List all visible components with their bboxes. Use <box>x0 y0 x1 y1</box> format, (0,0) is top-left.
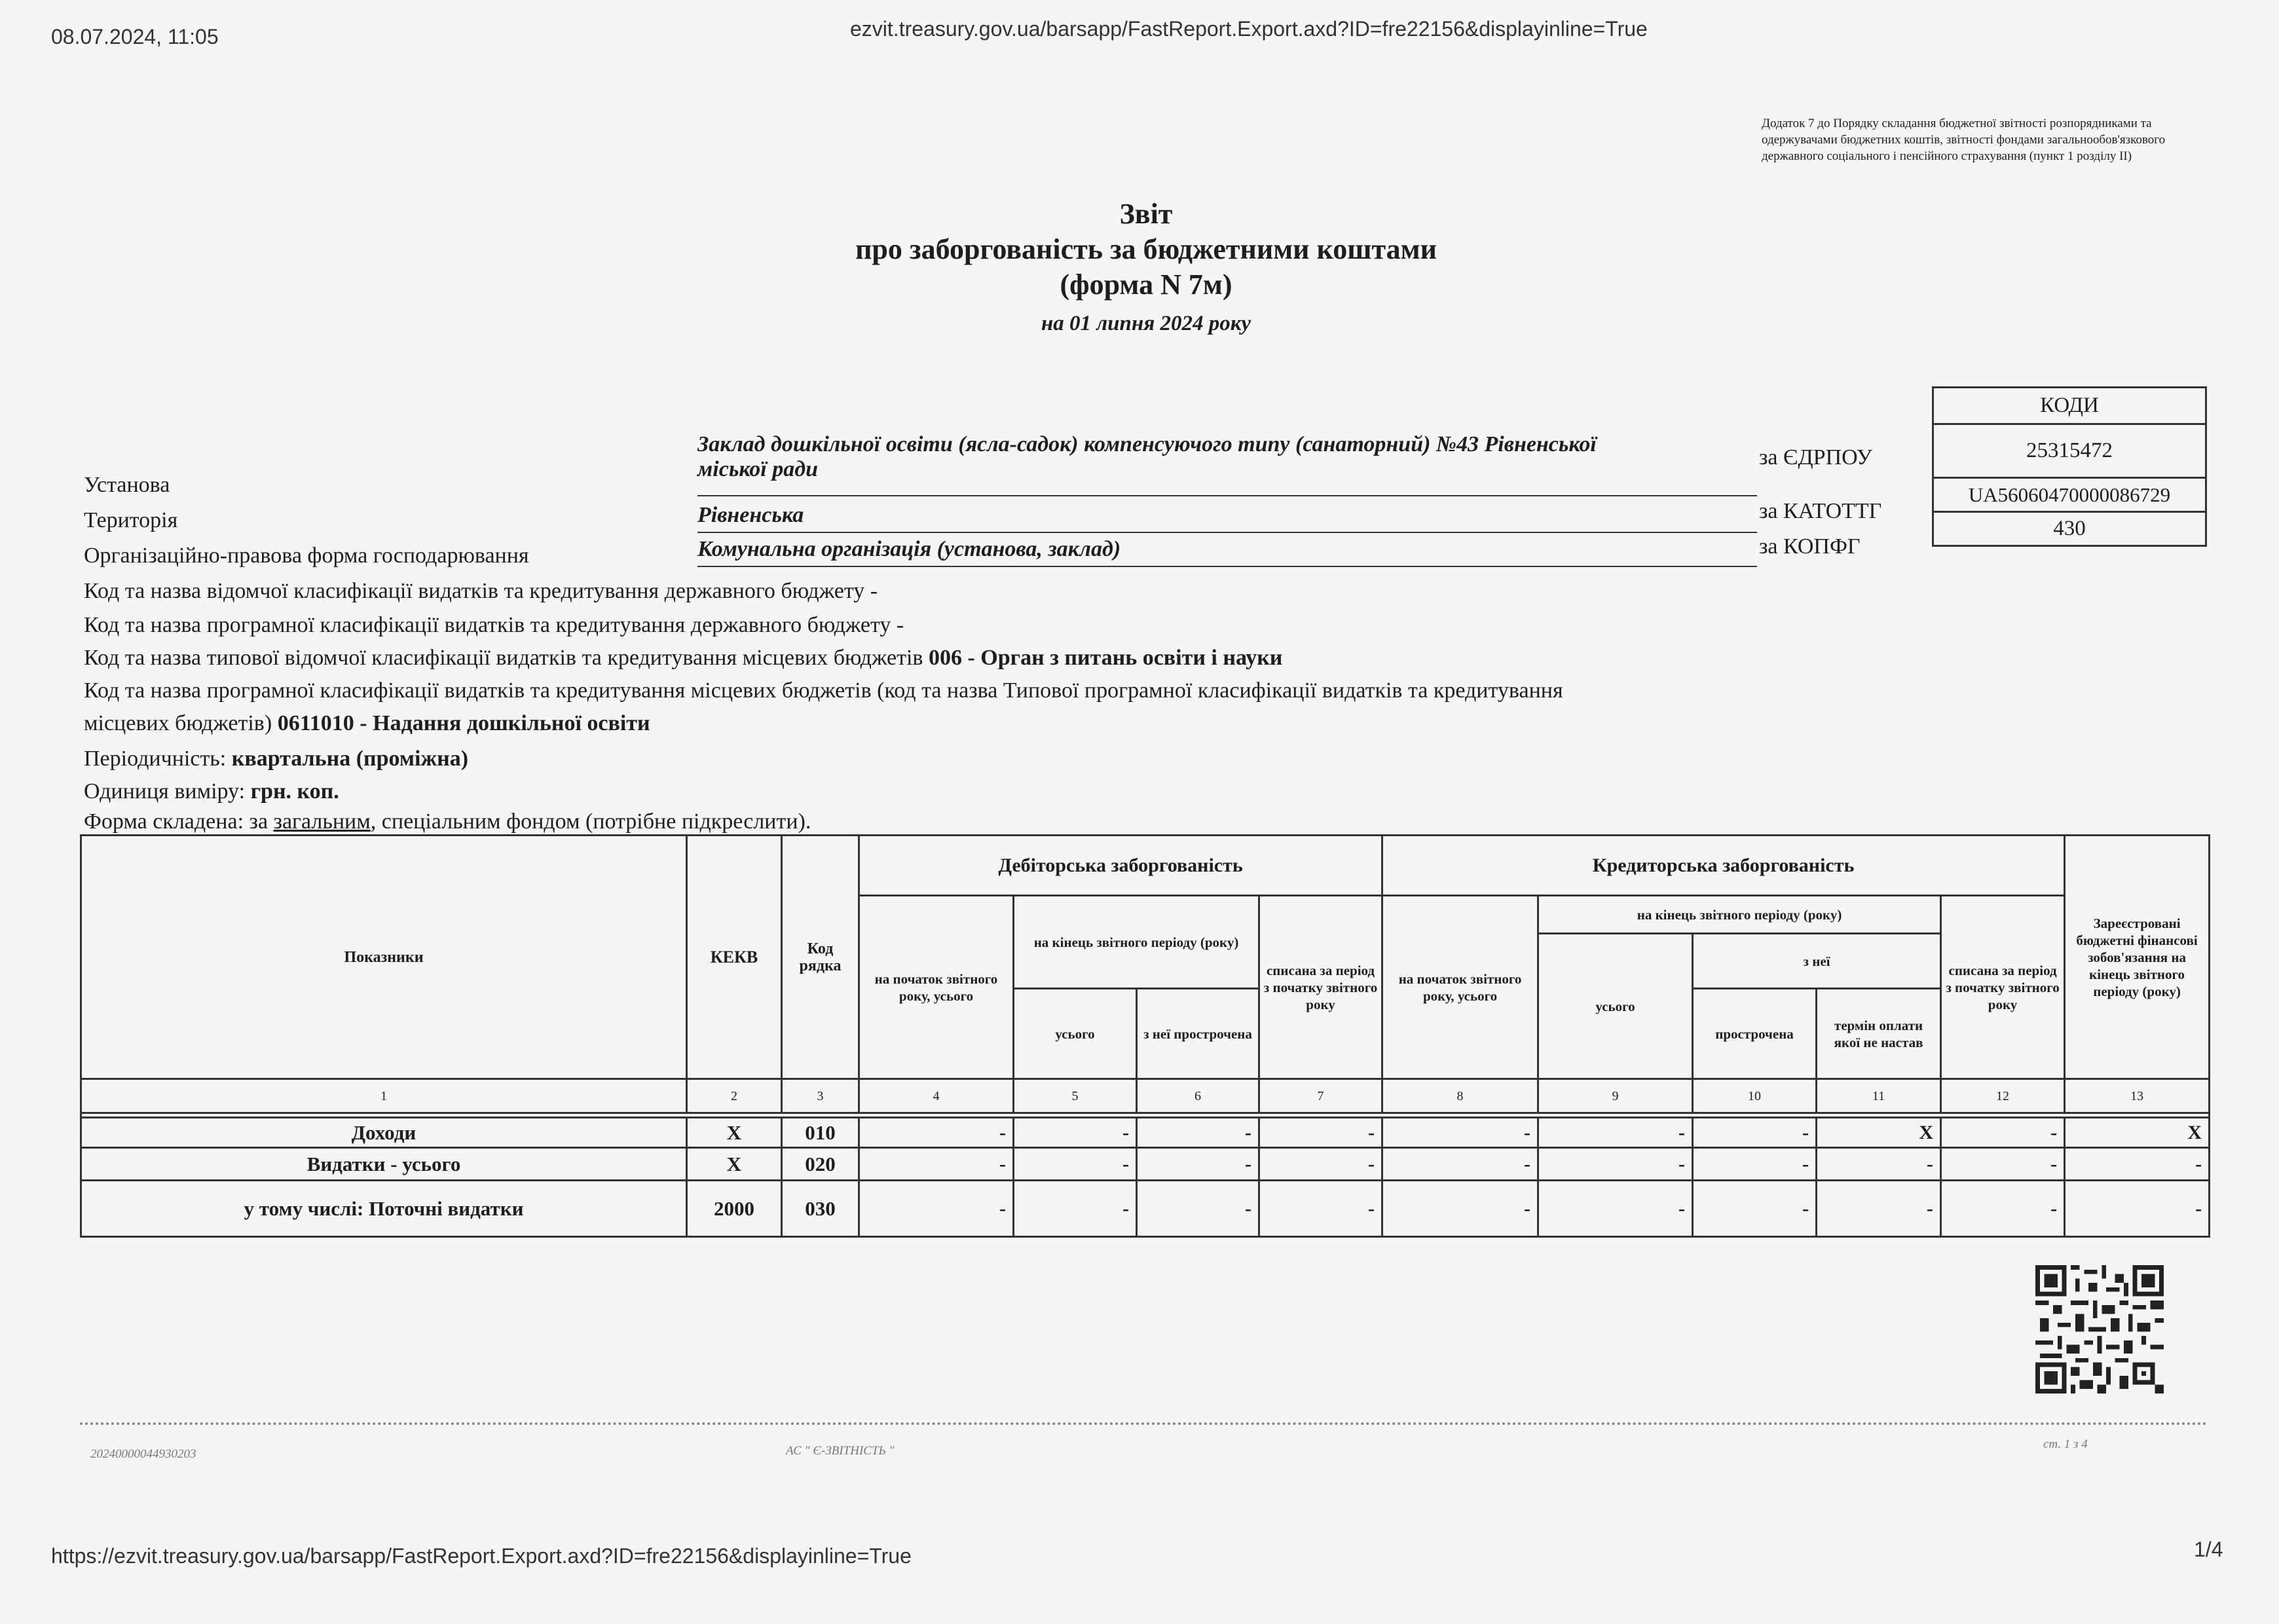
row-cell: - <box>859 1148 1014 1181</box>
row-cell: - <box>1259 1181 1382 1237</box>
line-prog-mist-2-prefix: місцевих бюджетів) <box>84 711 272 735</box>
row-name: Видатки - усього <box>81 1148 687 1181</box>
print-page-number: 1/4 <box>2194 1538 2223 1561</box>
table-row <box>81 1181 2210 1237</box>
row-cell: - <box>1817 1148 1941 1181</box>
institution-name-line-1: Заклад дошкільної освіти (ясла-садок) компенсуючого типу (санаторний) №43 Рівненської <box>697 432 1597 456</box>
report-date: на 01 липня 2024 року <box>1041 312 1251 335</box>
debit-group-header: Дебіторська заборгованість <box>859 836 1382 896</box>
col-header-credit-of-which: з неї <box>1693 934 1941 989</box>
col-number: 11 <box>1817 1079 1941 1113</box>
row-cell: Х <box>1817 1118 1941 1148</box>
col-header-debit-written-off: списана за період з початку звітного року <box>1259 896 1382 1079</box>
footer-doc-id: 20240000044930203 <box>90 1447 196 1461</box>
periodicity-label: Періодичність: <box>84 747 227 771</box>
col-number: 1 <box>81 1079 687 1113</box>
row-cell: - <box>1137 1181 1259 1237</box>
unit-label: Одиниця виміру: <box>84 779 246 803</box>
edrpou-label: за ЄДРПОУ <box>1759 445 1872 470</box>
row-cell: - <box>1693 1118 1817 1148</box>
col-header-credit-end: на кінець звітного періоду (року) <box>1538 896 1941 934</box>
col-header-debit-end-overdue: з неї прострочена <box>1137 989 1259 1079</box>
appendix-note: Додаток 7 до Порядку складання бюджетної звітності розпорядниками та одержувачами бюджетних коштів, звітності фондами загальнообов'язкового державного соціального і пенсійного страхування (пункт 1 розділу II) <box>1762 117 2166 163</box>
fund-suffix: , спеціальним фондом (потрібне підкреслити). <box>370 809 811 834</box>
col-header-credit-overdue: прострочена <box>1693 989 1817 1079</box>
fund-underlined: загальним <box>273 809 371 834</box>
col-header-credit-not-due: термін оплати якої не настав <box>1817 989 1941 1079</box>
periodicity-value: квартальна (проміжна) <box>231 747 469 771</box>
institution-field <box>697 432 1757 496</box>
row-cell: - <box>859 1118 1014 1148</box>
col-number: 5 <box>1014 1079 1137 1113</box>
col-number: 9 <box>1538 1079 1693 1113</box>
row-cell: - <box>1014 1148 1137 1181</box>
row-cell: - <box>1382 1181 1538 1237</box>
table-row <box>81 1148 2210 1181</box>
row-cell: - <box>1137 1148 1259 1181</box>
territory-label: Територія <box>84 508 178 532</box>
col-header-registered: Зареєстровані бюджетні фінансові зобов'язання на кінець звітного періоду (року) <box>2065 836 2210 1079</box>
line-typova <box>84 646 1282 671</box>
row-cell: - <box>1259 1118 1382 1148</box>
col-number: 7 <box>1259 1079 1382 1113</box>
title-line-3: (форма N 7м) <box>1060 268 1232 301</box>
unit <box>84 779 339 804</box>
column-numbers-row <box>81 1079 2210 1113</box>
periodicity <box>84 747 468 771</box>
title-line-2: про заборгованість за бюджетними коштами <box>855 233 1437 265</box>
title-line-1: Звіт <box>1119 198 1173 230</box>
unit-value: грн. коп. <box>250 779 339 803</box>
katottg-code: UA56060470000086729 <box>1933 478 2206 512</box>
qr-code <box>2035 1265 2164 1393</box>
institution-name-line-2: міської ради <box>697 457 819 481</box>
territory-value: Рівненська <box>697 503 1757 533</box>
row-name: у тому числі: Поточні видатки <box>81 1181 687 1237</box>
row-cell: - <box>1014 1181 1137 1237</box>
row-cell: - <box>1538 1118 1693 1148</box>
line-typova-prefix: Код та назва типової відомчої класифікації видатків та кредитування місцевих бюджетів <box>84 646 923 670</box>
katottg-label: за КАТОТТГ <box>1759 499 1882 523</box>
row-cell: - <box>1014 1118 1137 1148</box>
row-cell: - <box>1693 1181 1817 1237</box>
row-cell: - <box>1941 1148 2065 1181</box>
org-form-label: Організаційно-правова форма господарювання <box>84 544 529 568</box>
footer-system: АС " Є-ЗВІТНІСТЬ " <box>786 1444 895 1458</box>
col-header-debit-end: на кінець звітного періоду (року) <box>1014 896 1259 989</box>
col-header-credit-written-off: списана за період з початку звітного року <box>1941 896 2065 1079</box>
fund-prefix: Форма складена: за <box>84 809 269 834</box>
row-kekv: Х <box>687 1118 782 1148</box>
col-number: 12 <box>1941 1079 2065 1113</box>
credit-group-header: Кредиторська заборгованість <box>1382 836 2065 896</box>
debt-table <box>80 834 2210 1238</box>
col-header-kekv: КЕКВ <box>687 836 782 1079</box>
row-cell: - <box>2065 1148 2210 1181</box>
report-title <box>655 196 1637 336</box>
footer-page: ст. 1 з 4 <box>2043 1437 2088 1451</box>
row-kekv: 2000 <box>687 1181 782 1237</box>
col-header-credit-end-total: усього <box>1538 934 1693 1079</box>
col-header-indicators: Показники <box>81 836 687 1079</box>
footer-divider <box>80 1422 2208 1425</box>
col-number: 4 <box>859 1079 1014 1113</box>
org-form-value: Комунальна організація (установа, заклад) <box>697 537 1757 567</box>
row-code: 030 <box>782 1181 859 1237</box>
col-header-credit-start: на початок звітного року, усього <box>1382 896 1538 1079</box>
row-cell: - <box>1382 1148 1538 1181</box>
row-cell: - <box>1941 1118 2065 1148</box>
line-prog-mist-2-value: 0611010 - Надання дошкільної освіти <box>277 711 650 735</box>
col-header-row-code: Код рядка <box>782 836 859 1079</box>
line-prog-mist-1: Код та назва програмної класифікації видатків та кредитування місцевих бюджетів (код та назва Типової програмної класифікації видатків та кредитування <box>84 678 1563 703</box>
row-cell: - <box>1259 1148 1382 1181</box>
kopfg-code: 430 <box>1933 512 2206 546</box>
line-prog-derzh: Код та назва програмної класифікації видатків та кредитування державного бюджету - <box>84 613 904 637</box>
row-cell: - <box>1941 1181 2065 1237</box>
col-number: 3 <box>782 1079 859 1113</box>
line-typova-value: 006 - Орган з питань освіти і науки <box>928 646 1283 670</box>
print-url-top: ezvit.treasury.gov.ua/barsapp/FastReport.Export.axd?ID=fre22156&displayinline=True <box>850 17 1648 41</box>
row-name: Доходи <box>81 1118 687 1148</box>
row-cell: - <box>1693 1148 1817 1181</box>
row-cell: - <box>1382 1118 1538 1148</box>
table-row <box>81 1118 2210 1148</box>
row-cell: - <box>1137 1118 1259 1148</box>
row-cell: - <box>2065 1181 2210 1237</box>
row-kekv: Х <box>687 1148 782 1181</box>
line-prog-mist-2 <box>84 711 650 736</box>
row-cell: - <box>1538 1181 1693 1237</box>
row-cell: Х <box>2065 1118 2210 1148</box>
col-number: 2 <box>687 1079 782 1113</box>
col-number: 8 <box>1382 1079 1538 1113</box>
fund-line <box>84 809 811 834</box>
row-cell: - <box>1538 1148 1693 1181</box>
col-number: 10 <box>1693 1079 1817 1113</box>
codes-header: КОДИ <box>1933 388 2206 424</box>
col-header-debit-end-total: усього <box>1014 989 1137 1079</box>
row-cell: - <box>1817 1181 1941 1237</box>
print-datetime: 08.07.2024, 11:05 <box>51 25 219 48</box>
col-header-debit-start: на початок звітного року, усього <box>859 896 1014 1079</box>
line-vidomchoi: Код та назва відомчої класифікації видатків та кредитування державного бюджету - <box>84 579 878 603</box>
print-url-bottom: https://ezvit.treasury.gov.ua/barsapp/FastReport.Export.axd?ID=fre22156&displayinline=True <box>51 1544 912 1568</box>
edrpou-code: 25315472 <box>1933 424 2206 478</box>
row-cell: - <box>859 1181 1014 1237</box>
col-number: 6 <box>1137 1079 1259 1113</box>
kopfg-label: за КОПФГ <box>1759 534 1861 559</box>
institution-label: Установа <box>84 473 170 497</box>
col-number: 13 <box>2065 1079 2210 1113</box>
row-code: 020 <box>782 1148 859 1181</box>
row-code: 010 <box>782 1118 859 1148</box>
codes-table <box>1932 386 2207 547</box>
